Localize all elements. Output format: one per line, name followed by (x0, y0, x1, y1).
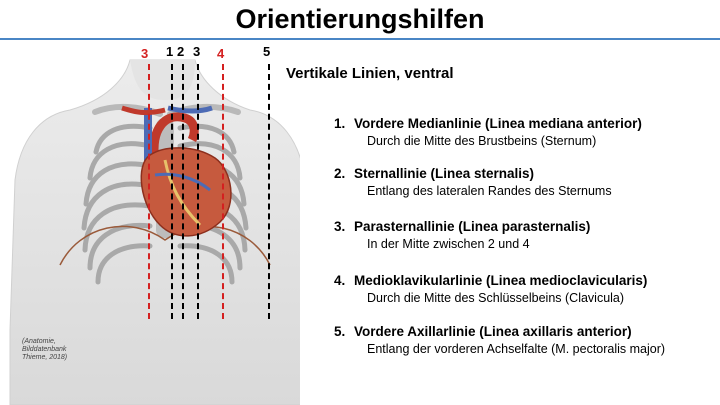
list-item (334, 219, 590, 251)
line-label-4: 4 (217, 46, 225, 61)
image-credit: (Anatomie, Bilddatenbank Thieme, 2018) (22, 338, 68, 361)
item-number: 2. (334, 166, 346, 181)
line-label-1: 1 (166, 44, 174, 59)
item-number: 1. (334, 116, 346, 131)
line-label-3-left: 3 (141, 46, 149, 61)
item-description: Durch die Mitte des Schlüsselbeins (Clavicula) (367, 291, 625, 305)
line-label-2: 2 (177, 44, 185, 59)
line-3-right (197, 64, 199, 319)
line-3-left (148, 64, 150, 319)
item-description: In der Mitte zwischen 2 und 4 (367, 237, 530, 251)
item-description: Entlang der vorderen Achselfalte (M. pectoralis major) (367, 342, 666, 356)
item-title: Parasternallinie (Linea parasternalis) (354, 219, 591, 234)
item-description: Entlang des lateralen Randes des Sternums (367, 184, 612, 198)
line-label-5: 5 (263, 44, 271, 59)
list-item (334, 273, 647, 305)
list-item (334, 324, 665, 356)
item-description: Durch die Mitte des Brustbeins (Sternum) (367, 134, 597, 148)
line-4 (222, 64, 224, 319)
list-item (334, 116, 642, 148)
line-5 (268, 64, 270, 319)
item-title: Vordere Axillarlinie (Linea axillaris anterior) (354, 324, 632, 339)
line-2 (182, 64, 184, 319)
item-title: Medioklavikularlinie (Linea medioclavicularis) (354, 273, 648, 288)
slide-title: Orientierungshilfen (235, 4, 485, 34)
item-number: 4. (334, 273, 346, 288)
line-label-3-right: 3 (193, 44, 201, 59)
list-item (334, 166, 612, 198)
item-number: 3. (334, 219, 346, 234)
line-1 (171, 64, 173, 319)
item-number: 5. (334, 324, 346, 339)
item-title: Sternallinie (Linea sternalis) (354, 166, 535, 181)
section-heading: Vertikale Linien, ventral (286, 65, 454, 82)
item-title: Vordere Medianlinie (Linea mediana anterior) (354, 116, 642, 131)
